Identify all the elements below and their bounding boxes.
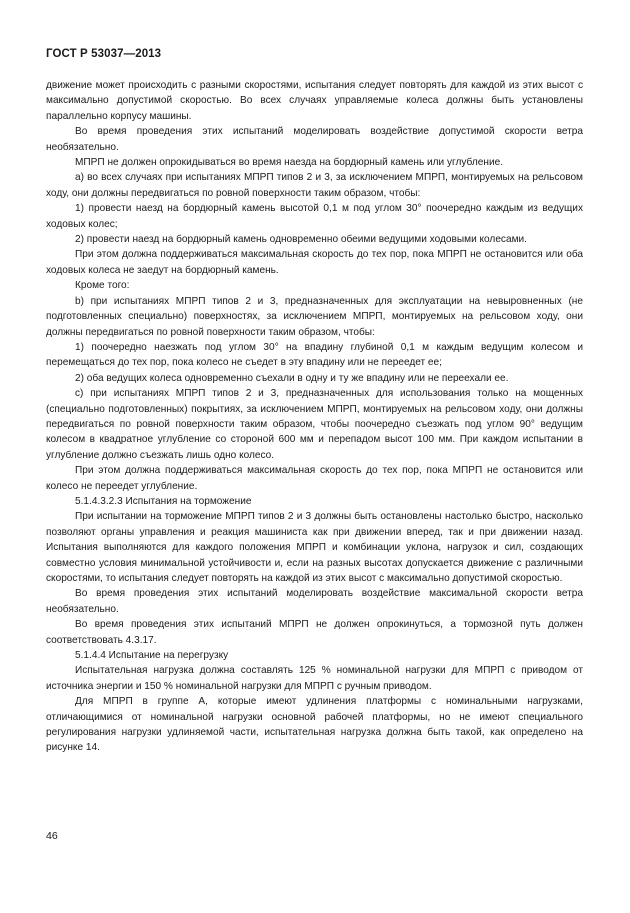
paragraph: Испытательная нагрузка должна составлять 125 % номинальной нагрузки для МПРП с приводом от источника энергии и 150 % номинальной нагрузки для МПРП с ручным приводом. <box>46 665 583 692</box>
paragraph: МПРП не должен опрокидываться во время наезда на бордюрный камень или углубление. <box>75 157 504 169</box>
paragraph: Для МПРП в группе А, которые имеют удлинения платформы с номинальными нагрузками, отличающимися от номинальной нагрузки основной рабочей платформы, но не имеют специального регулирования нагрузки удлиняемой части, испытательная нагрузка должна быть такой, как определено на рисунке 14. <box>46 696 583 754</box>
document-header: ГОСТ Р 53037—2013 <box>46 48 162 60</box>
paragraph: Во время проведения этих испытаний моделировать воздействие максимальной скорости ветра необязательно. <box>46 588 583 615</box>
document-body <box>46 78 583 756</box>
list-item: 2) провести наезд на бордюрный камень одновременно обеими ведущими ходовыми колесами. <box>75 234 527 246</box>
paragraph: При этом должна поддерживаться максимальная скорость до тех пор, пока МПРП не остановится или колесо не переедет углубление. <box>46 465 583 492</box>
list-item: 2) оба ведущих колеса одновременно съехали в одну и ту же впадину или не переехали ее. <box>75 372 509 384</box>
list-item: 1) поочередно наезжать под углом 30° на впадину глубиной 0,1 м каждым ведущим колесом и перемещаться до тех пор, пока колесо не съедет в эту впадину или не переедет ее; <box>46 341 583 369</box>
paragraph: Во время проведения этих испытаний МПРП не должен опрокинуться, а тормозной путь должен соответствовать 4.3.17. <box>46 619 583 646</box>
paragraph: движение может происходить с разными скоростями, испытания следует повторять для каждой из этих высот с максимально допустимой скоростью. Во всех случаях управляемые колеса должны быть установлены параллельно корпусу машины. <box>46 80 583 122</box>
paragraph: Во время проведения этих испытаний моделировать воздействие допустимой скорости ветра необязательно. <box>46 126 583 153</box>
list-item: b) при испытаниях МПРП типов 2 и 3, предназначенных для эксплуатации на невыровненных (не подготовленных специально) поверхностях, за исключением МПРП, монтируемых на рельсовом ходу, они должны передвигаться по ровной поверхности таким образом, чтобы: <box>46 295 583 338</box>
section-heading: 5.1.4.3.2.3 Испытания на торможение <box>75 495 252 507</box>
paragraph: При этом должна поддерживаться максимальная скорость до тех пор, пока МПРП не остановится или оба ходовых колеса не заедут на бордюрный камень. <box>46 249 583 276</box>
paragraph: При испытании на торможение МПРП типов 2 и 3 должны быть остановлены настолько быстро, насколько позволяют органы управления и реакция машиниста как при движении вперед, так и при движении назад. Испытания выполняются для каждого положения МПРП и комбинации уклона, нагрузок и сил, создающих совместно условия минимальной устойчивости и, если на разных высотах допускается движение с различными скоростями, то испытания следует повторять на каждой из этих высот с максимально допустимой скоростью. <box>46 511 583 584</box>
page-number: 46 <box>46 830 58 842</box>
list-item: с) при испытаниях МПРП типов 2 и 3, предназначенных для использования только на мощенных (специально подготовленных) покрытиях, за исключением МПРП, монтируемых на рельсовом ходу, они должны передвигаться по ровной поверхности таким образом, чтобы поочередно съезжать под углом 90° ведущим колесом в квадратное углубление со стороной 600 мм и перепадом высот 100 мм. При каждом испытании в углубление должно съезжать лишь одно колесо. <box>46 388 583 461</box>
list-item: а) во всех случаях при испытаниях МПРП типов 2 и 3, за исключением МПРП, монтируемых на рельсовом ходу, они должны передвигаться по ровной поверхности таким образом, чтобы: <box>46 172 583 199</box>
list-item: 1) провести наезд на бордюрный камень высотой 0,1 м под углом 30° поочередно каждым из ведущих ходовых колес; <box>46 203 583 230</box>
paragraph: Кроме того: <box>75 280 130 292</box>
section-heading: 5.1.4.4 Испытание на перегрузку <box>75 650 229 662</box>
